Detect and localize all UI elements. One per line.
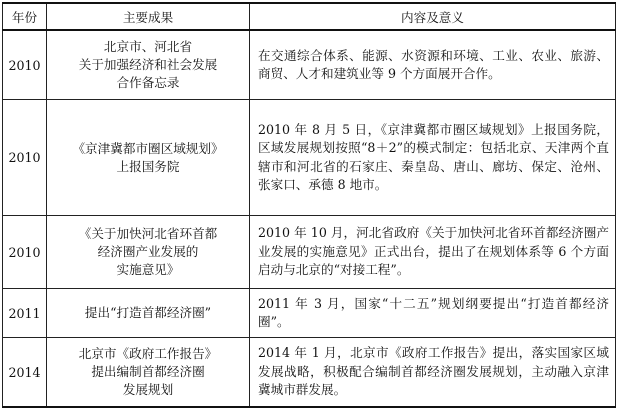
achievement-cell (47, 100, 250, 216)
year-cell: 2011 (3, 289, 47, 338)
achievement-line: 发展规划 (122, 382, 174, 397)
content-cell: 2010 年 10 月，河北省政府《关于加快河北省环首都经济圈产业发展的实施意见》正式出台，提出了在规划体系等 6 个方面启动与北京的“对接工程”。 (250, 216, 616, 289)
table-row (3, 30, 616, 100)
content-cell: 2011 年 3 月，国家“十二五”规划纲要提出“打造首都经济圈”。 (250, 289, 616, 338)
table-row (3, 216, 616, 289)
achievement-line: 实施意见》 (116, 262, 180, 277)
achievement-line: 上报国务院 (116, 158, 180, 174)
table-row (3, 100, 616, 216)
achievement-line: 关于加强经济和社会发展 (78, 57, 218, 72)
content-cell: 2014 年 1 月，北京市《政府工作报告》提出，落实国家区域发展战略，积极配合编制首都经济圈发展规划，主动融入京津冀城市群发展。 (250, 338, 616, 408)
achievement-cell (47, 338, 250, 408)
table-body (3, 30, 616, 407)
achievement-line: 提出“打造首都经济圈” (84, 305, 212, 320)
table-row (3, 338, 616, 408)
achievement-cell (47, 30, 250, 100)
header-content: 内容及意义 (250, 3, 616, 30)
achievement-line: 《关于加快河北省环首都 (78, 226, 218, 241)
year-cell: 2014 (3, 338, 47, 408)
content-cell: 在交通综合体系、能源、水资源和环境、工业、农业、旅游、商贸、人才和建筑业等 9 个方面展开合作。 (250, 30, 616, 100)
achievement-line: 合作备忘录 (116, 75, 180, 90)
achievement-cell (47, 216, 250, 289)
policy-table (2, 2, 616, 408)
year-cell: 2010 (3, 30, 47, 100)
header-achievement: 主要成果 (47, 3, 250, 30)
table-row (3, 289, 616, 338)
achievement-line: 北京市、河北省 (103, 39, 193, 54)
header-year: 年份 (3, 3, 47, 30)
content-cell: 2010 年 8 月 5 日，《京津冀都市圈区域规划》上报国务院，区域发展规划按照“8＋2”的模式制定：包括北京、天津两个直辖市和河北省的石家庄、秦皇岛、唐山、廊坊、保定、沧州、张家口、承德 8 地市。 (250, 100, 616, 216)
achievement-line: 《京津冀都市圈区域规划》 (72, 140, 224, 156)
achievement-line: 提出编制首都经济圈 (91, 364, 205, 379)
year-cell: 2010 (3, 100, 47, 216)
table-header (3, 3, 616, 30)
year-cell: 2010 (3, 216, 47, 289)
achievement-line: 北京市《政府工作报告》 (78, 346, 218, 361)
header-row (3, 3, 616, 30)
achievement-cell (47, 289, 250, 338)
achievement-line: 经济圈产业发展的 (97, 244, 199, 259)
